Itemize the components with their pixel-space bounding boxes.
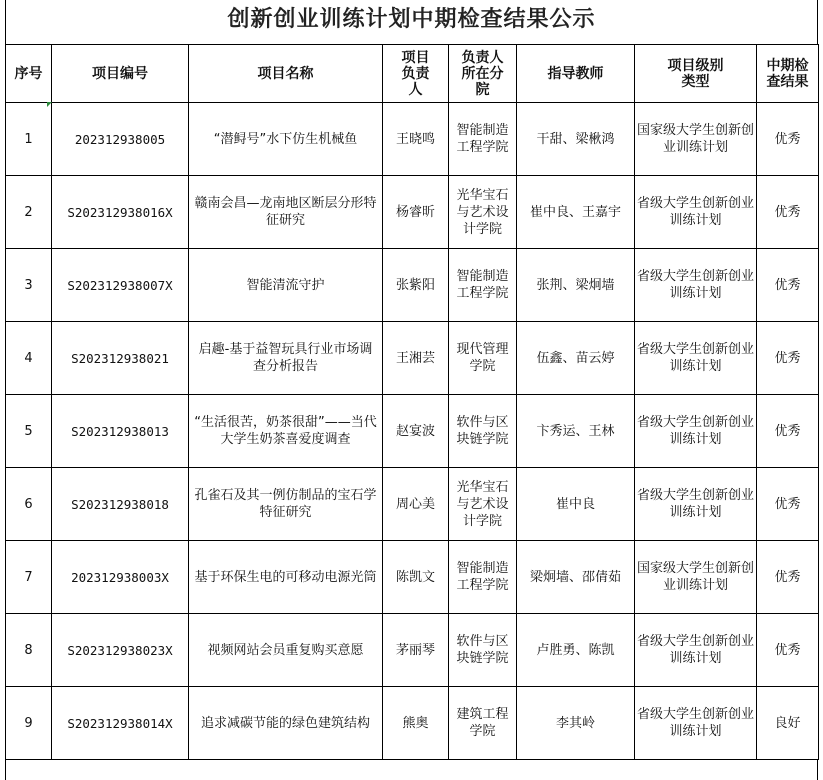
cell-leader[interactable]: 茅丽琴 [383,614,449,687]
cell-seq[interactable]: 6 [6,468,52,541]
cell-seq[interactable]: 1 [6,103,52,176]
cell-seq[interactable]: 4 [6,322,52,395]
cell-name[interactable]: 基于环保生电的可移动电源光筒 [189,541,383,614]
cell-name[interactable]: 启趣-基于益智玩具行业市场调查分析报告 [189,322,383,395]
table-continuation [5,760,818,780]
cell-level[interactable]: 省级大学生创新创业训练计划 [635,468,757,541]
cell-college[interactable]: 智能制造工程学院 [449,541,517,614]
cell-result[interactable]: 优秀 [757,468,819,541]
cell-result[interactable]: 优秀 [757,541,819,614]
header-teacher[interactable]: 指导教师 [517,45,635,103]
cell-seq[interactable]: 9 [6,687,52,760]
cell-name[interactable]: 赣南会昌—龙南地区断层分形特征研究 [189,176,383,249]
table-row [6,176,819,249]
cell-result[interactable]: 优秀 [757,249,819,322]
cell-college[interactable]: 建筑工程学院 [449,687,517,760]
cell-level[interactable]: 省级大学生创新创业训练计划 [635,176,757,249]
cell-seq[interactable]: 8 [6,614,52,687]
table-row [6,687,819,760]
cell-teacher[interactable]: 崔中良 [517,468,635,541]
results-table [5,44,819,760]
cell-name[interactable]: 孔雀石及其一例仿制品的宝石学特征研究 [189,468,383,541]
table-row [6,395,819,468]
cell-name[interactable]: “生活很苦，奶茶很甜”——当代大学生奶茶喜爱度调查 [189,395,383,468]
cell-college[interactable]: 现代管理学院 [449,322,517,395]
cell-code[interactable]: S202312938021 [52,322,189,395]
cell-result[interactable]: 良好 [757,687,819,760]
cell-code[interactable]: S202312938023X [52,614,189,687]
cell-teacher[interactable]: 干甜、梁楸鸿 [517,103,635,176]
cell-seq[interactable]: 7 [6,541,52,614]
cell-leader[interactable]: 陈凯文 [383,541,449,614]
cell-leader[interactable]: 王湘芸 [383,322,449,395]
cell-leader[interactable]: 王晓鸣 [383,103,449,176]
cell-teacher[interactable]: 梁炯墙、邵倩茹 [517,541,635,614]
cell-teacher[interactable]: 崔中良、王嘉宇 [517,176,635,249]
cell-level[interactable]: 省级大学生创新创业训练计划 [635,687,757,760]
cell-teacher[interactable]: 张荆、梁炯墙 [517,249,635,322]
cell-code[interactable]: 202312938003X [52,541,189,614]
cell-leader[interactable]: 张紫阳 [383,249,449,322]
table-row [6,103,819,176]
header-result[interactable]: 中期检查结果 [757,45,819,103]
cell-college[interactable]: 智能制造工程学院 [449,103,517,176]
cell-leader[interactable]: 杨睿昕 [383,176,449,249]
table-row [6,322,819,395]
cell-level[interactable]: 省级大学生创新创业训练计划 [635,249,757,322]
spreadsheet [5,0,818,780]
header-level[interactable]: 项目级别类型 [635,45,757,103]
cell-name[interactable]: 智能清流守护 [189,249,383,322]
cell-result[interactable]: 优秀 [757,103,819,176]
cell-result[interactable]: 优秀 [757,614,819,687]
table-row [6,541,819,614]
header-code[interactable]: 项目编号 [52,45,189,103]
cell-name[interactable]: 追求减碳节能的绿色建筑结构 [189,687,383,760]
cell-seq[interactable]: 3 [6,249,52,322]
header-leader[interactable]: 项目负责人 [383,45,449,103]
sheet-title: 创新创业训练计划中期检查结果公示 [5,0,818,44]
cell-seq[interactable]: 2 [6,176,52,249]
cell-college[interactable]: 光华宝石与艺术设计学院 [449,176,517,249]
cell-code[interactable]: S202312938013 [52,395,189,468]
cell-seq[interactable]: 5 [6,395,52,468]
cell-result[interactable]: 优秀 [757,176,819,249]
cell-code[interactable]: S202312938016X [52,176,189,249]
cell-teacher[interactable]: 卢胜勇、陈凯 [517,614,635,687]
cell-code[interactable]: S202312938014X [52,687,189,760]
cell-result[interactable]: 优秀 [757,322,819,395]
cell-code[interactable]: S202312938018 [52,468,189,541]
cell-name[interactable]: 视频网站会员重复购买意愿 [189,614,383,687]
cell-name[interactable]: “潜鲟号”水下仿生机械鱼 [189,103,383,176]
table-row [6,468,819,541]
cell-college[interactable]: 软件与区块链学院 [449,614,517,687]
cell-level[interactable]: 省级大学生创新创业训练计划 [635,614,757,687]
cell-level[interactable]: 省级大学生创新创业训练计划 [635,395,757,468]
cell-college[interactable]: 智能制造工程学院 [449,249,517,322]
header-name[interactable]: 项目名称 [189,45,383,103]
table-row [6,249,819,322]
cell-college[interactable]: 光华宝石与艺术设计学院 [449,468,517,541]
table-row [6,614,819,687]
cell-code[interactable]: S202312938007X [52,249,189,322]
cell-level[interactable]: 国家级大学生创新创业训练计划 [635,541,757,614]
cell-level[interactable]: 国家级大学生创新创业训练计划 [635,103,757,176]
cell-teacher[interactable]: 李其岭 [517,687,635,760]
cell-result[interactable]: 优秀 [757,395,819,468]
cell-leader[interactable]: 熊奥 [383,687,449,760]
cell-college[interactable]: 软件与区块链学院 [449,395,517,468]
cell-level[interactable]: 省级大学生创新创业训练计划 [635,322,757,395]
cell-note-marker [47,102,52,107]
header-row [6,45,819,103]
header-college[interactable]: 负责人所在分院 [449,45,517,103]
cell-leader[interactable]: 周心美 [383,468,449,541]
cell-code[interactable]: 202312938005 [52,103,189,176]
cell-teacher[interactable]: 卞秀运、王林 [517,395,635,468]
cell-teacher[interactable]: 伍鑫、苗云婷 [517,322,635,395]
header-seq[interactable]: 序号 [6,45,52,103]
cell-leader[interactable]: 赵宴波 [383,395,449,468]
